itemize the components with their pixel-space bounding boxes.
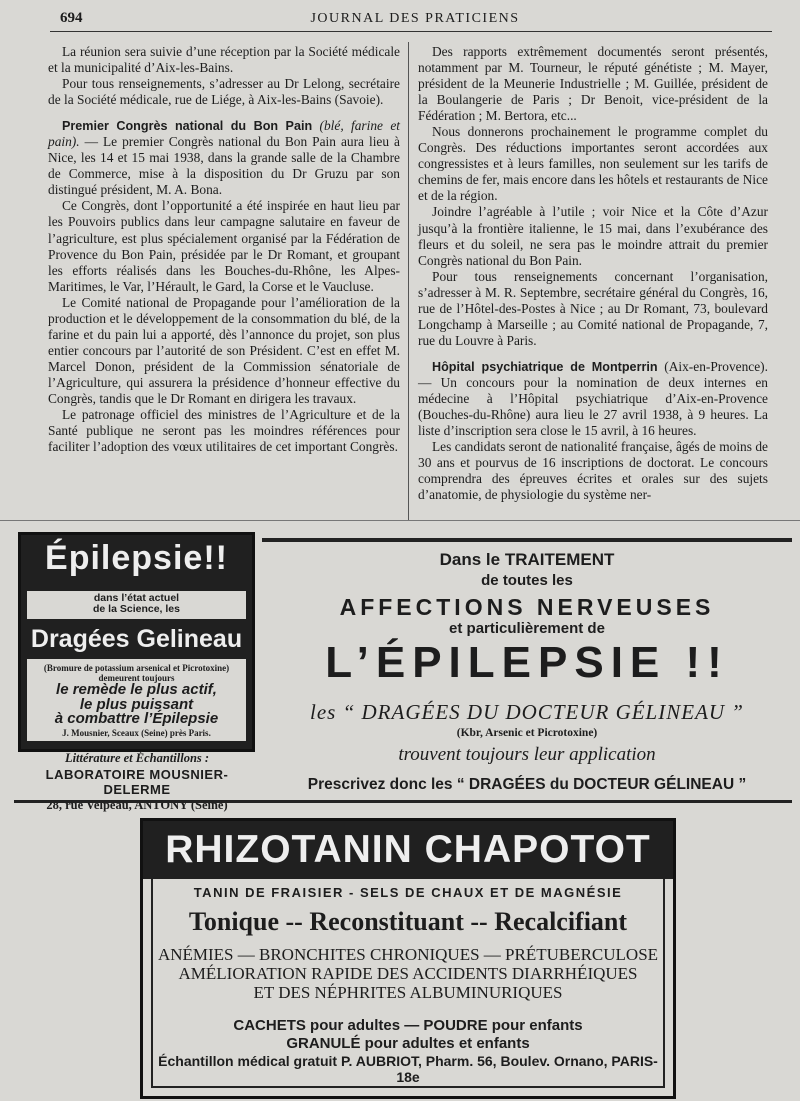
epilepsie-claim bbox=[27, 683, 246, 727]
section-heading-hopital: Hôpital psychiatrique de Montperrin bbox=[432, 359, 658, 374]
composition-line: (Bromure de potassium arsenical et Picrotoxine) bbox=[43, 663, 230, 673]
rhizotanin-sample: Échantillon médical gratuit P. AUBRIOT, Pharm. 56, Boulev. Ornano, PARIS-18e bbox=[158, 1053, 658, 1085]
paragraph: Pour tous renseignements concernant l’organisation, s’adresser à M. R. Septembre, secrétaire général du Congrès, 16, rue de l’Hôtel-des-Postes à Nice ; au Dr Romant, 73, boulevard Longchamp à Marseille ; au Comité national de Propagande, 7, rue du Louvre à Paris. bbox=[418, 268, 768, 348]
intro-line: dans l’état actuel bbox=[93, 592, 180, 604]
rhizotanin-body bbox=[151, 879, 665, 1088]
indication-line: ANÉMIES — BRONCHITES CHRONIQUES — PRÉTUBERCULOSE bbox=[157, 945, 659, 964]
composition-line: demeurent toujours bbox=[98, 673, 175, 683]
ad-separator-rule bbox=[14, 800, 792, 803]
paragraph-text: — Le premier Congrès national du Bon Pain aura lieu à Nice, les 14 et 15 mai 1938, dans la grande salle de la Chambre de Commerce, mise à la disposition du Dr Gruzu par son distingué président, M. A. Bona. bbox=[48, 134, 400, 198]
paragraph: Ce Congrès, dont l’opportunité a été inspirée en haut lieu par les Pouvoirs publics dans leur campagne salutaire en faveur de l’agriculture, est plus spécialement organisé par la Fédération de Provence du Bon Pain, présidée par le Dr Romant, et groupant les efforts réalisés dans les Bouches-du-Rhône, les Alpes-Maritimes, le Var, l’Hérault, le Gard, la Corse et le Vaucluse. bbox=[48, 198, 400, 294]
paragraph bbox=[418, 359, 768, 439]
journal-title: JOURNAL DES PRATICIENS bbox=[310, 11, 520, 26]
paragraph: Le Comité national de Propagande pour l’amélioration de la production et le développement de la consommation du blé, de la farine et du pain lui a apporté, dès l’annonce du projet, son plus entier concours par l’autorité de son Président. C’est en effet M. Marcel Donon, président de la Commission sénatoriale de l’Agriculture, qui assurera la présidence d’honneur effective du Congrès, tandis que le Dr Romant en dirigera les travaux. bbox=[48, 294, 400, 406]
epilepsie-intro bbox=[27, 593, 246, 615]
epilepsie-box-ad bbox=[18, 532, 255, 752]
paragraph: Nous donnerons prochainement le programme complet du Congrès. Des réductions importantes seront accordées aux congressistes et à leurs familles, non seulement sur les tarifs de chemins de fer, mais encore dans les hôtels et restaurants de Nice et de la région. bbox=[418, 124, 768, 204]
ad-line: AFFECTIONS NERVEUSES bbox=[339, 594, 715, 620]
rhizotanin-forms bbox=[153, 1017, 663, 1053]
footer-line: 28, rue Velpeau, ANTONY (Seine) bbox=[46, 797, 228, 812]
right-column bbox=[418, 44, 768, 503]
rhizotanin-tagline: Tonique -- Reconstituant -- Recalcifiant bbox=[188, 907, 628, 936]
ad-line: (Kbr, Arsenic et Picrotoxine) bbox=[456, 727, 598, 739]
page-number: 694 bbox=[60, 10, 83, 26]
paragraph: La réunion sera suivie d’une réception par la Société médicale et la municipalité d’Aix-les-Bains. bbox=[48, 44, 400, 76]
paragraph: Le patronage officiel des ministres de l’Agriculture et de la Santé publique ne seront pas les moindres références pour faciliter l’adoption des vœux utilitaires de cet important Congrès. bbox=[48, 407, 400, 455]
claim-line: le remède le plus actif, bbox=[56, 681, 217, 698]
claim-line: à combattre l’Épilepsie bbox=[54, 710, 219, 727]
article-ad-separator bbox=[0, 520, 800, 521]
indication-line: ET DES NÉPHRITES ALBUMINURIQUES bbox=[253, 983, 563, 1002]
column-divider bbox=[408, 42, 409, 520]
rhizotanin-title: RHIZOTANIN CHAPOTOT bbox=[143, 821, 673, 879]
forms-line: GRANULÉ pour adultes et enfants bbox=[286, 1035, 530, 1052]
paragraph: Les candidats seront de nationalité française, âgés de moins de 30 ans et pourvus de 16 inscriptions de doctorat. Le concours comprendra des épreuves écrites et orales sur des sujets d’anatomie, de physiologie du système ner- bbox=[418, 439, 768, 503]
ad-line: Dans le TRAITEMENT bbox=[439, 550, 615, 569]
claim-line: le plus puissant bbox=[79, 695, 194, 713]
ad-top-bar bbox=[262, 538, 792, 542]
epilepsie-lab-small: J. Mousnier, Sceaux (Seine) près Paris. bbox=[62, 728, 211, 738]
paragraph: Des rapports extrêmement documentés seront présentés, notamment par M. Tourneur, le réputé génétiste ; M. Mayer, président de la Meunerie Industrielle ; M. Guillée, président de la Boulangerie de Paris ; Dr Benoit, vice-président de la Fédération ; M. Bertora, etc... bbox=[418, 44, 768, 124]
ad-headline: L’ÉPILEPSIE !! bbox=[325, 638, 729, 687]
rhizotanin-indications bbox=[153, 945, 663, 1002]
rhizotanin-ad bbox=[140, 818, 676, 1099]
paragraph bbox=[48, 118, 400, 198]
ad-line: trouvent toujours leur application bbox=[398, 744, 656, 765]
gelineau-ad bbox=[262, 538, 792, 800]
section-heading-bon-pain: Premier Congrès national du Bon Pain bbox=[62, 119, 313, 134]
forms-line: CACHETS pour adultes — POUDRE pour enfants bbox=[233, 1017, 583, 1034]
epilepsie-lab-footer bbox=[18, 751, 256, 813]
indication-line: AMÉLIORATION RAPIDE DES ACCIDENTS DIARRHÉIQUES bbox=[178, 964, 638, 983]
intro-line: de la Science, les bbox=[93, 603, 180, 615]
footer-line: LABORATOIRE MOUSNIER-DELERME bbox=[45, 766, 229, 797]
left-column bbox=[48, 44, 400, 455]
header-rule bbox=[50, 31, 772, 32]
dragees-gelineau-banner: Dragées Gelineau bbox=[21, 619, 252, 659]
epilepsie-title: Épilepsie!! bbox=[45, 539, 228, 577]
epilepsie-box-body bbox=[27, 591, 246, 741]
ad-line: de toutes les bbox=[481, 572, 573, 589]
ad-line: et particulièrement de bbox=[449, 620, 605, 637]
paragraph-text: (Aix-en-Provence). — Un concours pour la nomination de deux internes en médecine à l’Hôpital psychiatrique d’Aix-en-Provence (Bouches-du-Rhône) aura lieu le 27 avril 1938, à 9 heures. La liste d’inscription sera close le 15 avril, à 16 heures. bbox=[418, 358, 768, 439]
rhizotanin-subtitle: TANIN DE FRAISIER - SELS DE CHAUX ET DE MAGNÉSIE bbox=[193, 885, 623, 900]
ad-line: Prescrivez donc les “ DRAGÉES du DOCTEUR GÉLINEAU ” bbox=[307, 776, 747, 793]
footer-line: Littérature et Échantillons : bbox=[64, 751, 210, 765]
paragraph: Joindre l’agréable à l’utile ; voir Nice et la Côte d’Azur jusqu’à la frontière italienne, le 15 mai, dans l’exubérance des fleurs et du soleil, ne sera pas le moindre attrait du premier Congrès national du Bon Pain. bbox=[418, 204, 768, 268]
ad-line: les “ DRAGÉES DU DOCTEUR GÉLINEAU ” bbox=[310, 700, 744, 724]
paragraph: Pour tous renseignements, s’adresser au Dr Lelong, secrétaire de la Société médicale, rue de Liége, à Aix-les-Bains (Savoie). bbox=[48, 76, 400, 108]
epilepsie-composition bbox=[27, 663, 246, 683]
section-subtitle: (blé, farine et pain). bbox=[48, 118, 400, 150]
